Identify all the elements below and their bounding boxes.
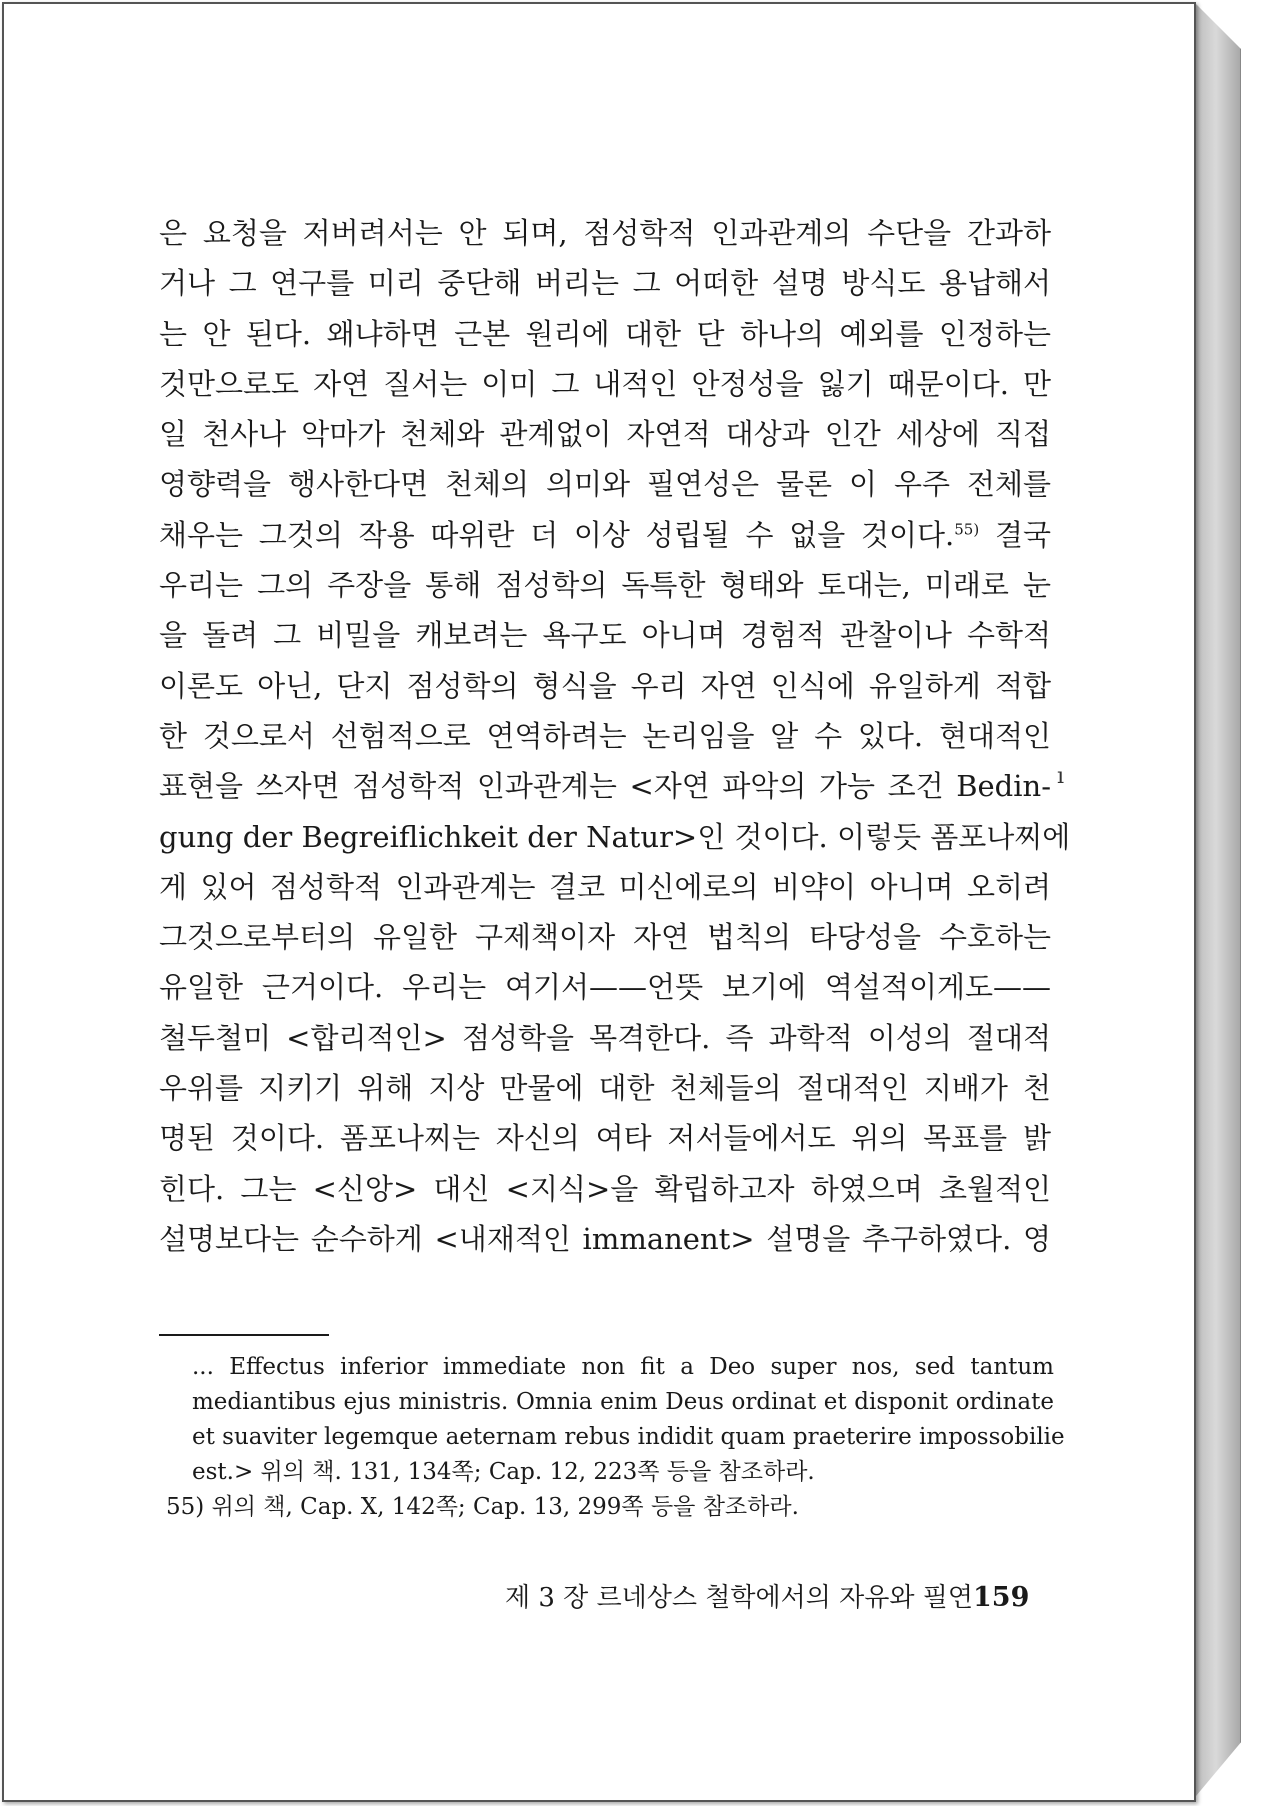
- text-line: 우리는 그의 주장을 통해 점성학의 독특한 형태와 토대는, 미래로 눈: [159, 568, 1051, 603]
- footnotes: [166, 1350, 1065, 1525]
- text-line: 는 안 된다. 왜냐하면 근본 원리에 대한 단 하나의 예외를 인정하는: [159, 316, 1051, 351]
- running-title: 제 3 장 르네상스 철학에서의 자유와 필연: [505, 1583, 973, 1613]
- text-line: gung der Begreiflichkeit der Natur>인 것이다. 이렇듯 폼포나찌에: [159, 819, 1071, 854]
- footnote-text: 위의 책, Cap. X, 142쪽; Cap. 13, 299쪽 등을 참조하라.: [211, 1494, 799, 1520]
- text-line: 게 있어 점성학적 인과관계는 결코 미신에로의 비약이 아니며 오히려: [159, 869, 1051, 904]
- book-page-edge: [1196, 4, 1241, 1796]
- footnote-number: 55): [166, 1494, 205, 1520]
- running-footer: [505, 1578, 1030, 1618]
- text-line: 그것으로부터의 유일한 구제책이자 자연 법칙의 타당성을 수호하는: [159, 920, 1051, 955]
- text-line: 철두철미 <합리적인> 점성학을 목격한다. 즉 과학적 이성의 절대적: [159, 1020, 1051, 1055]
- text-line: 일 천사나 악마가 천체와 관계없이 자연적 대상과 인간 세상에 직접: [159, 417, 1051, 452]
- text-line: 영향력을 행사한다면 천체의 의미와 필연성은 물론 이 우주 전체를: [159, 467, 1051, 502]
- footnote-line: ... Effectus inferior immediate non fit a Deo super nos, sed tantum: [192, 1354, 1054, 1380]
- text-line: 것만으로도 자연 질서는 이미 그 내적인 안정성을 잃기 때문이다. 만: [159, 366, 1051, 401]
- text-line: 설명보다는 순수하게 <내재적인 immanent> 설명을 추구하였다. 영: [159, 1221, 1051, 1256]
- stray-mark: ı: [1057, 764, 1065, 789]
- text-line-with-footnote: [159, 510, 1051, 560]
- page-number: 159: [973, 1582, 1030, 1613]
- text-line: 거나 그 연구를 미리 중단해 버리는 그 어떠한 설명 방식도 용납해서: [159, 266, 1051, 301]
- text-line: 우위를 지키기 위해 지상 만물에 대한 천체들의 절대적인 지배가 천: [159, 1071, 1051, 1106]
- text-segment: 채우는 그것의 작용 따위란 더 이상 성립될 수 없을 것이다.: [159, 517, 955, 552]
- text-line: 한 것으로서 선험적으로 연역하려는 논리임을 알 수 있다. 현대적인: [159, 718, 1051, 753]
- text-line: 힌다. 그는 <신앙> 대신 <지식>을 확립하고자 하였으며 초월적인: [159, 1171, 1051, 1206]
- text-line: 은 요청을 저버려서는 안 되며, 점성학적 인과관계의 수단을 간과하: [159, 216, 1051, 250]
- text-segment: 결국: [979, 517, 1051, 552]
- footnote-55: [166, 1490, 1054, 1525]
- footnote-line: mediantibus ejus ministris. Omnia enim Deus ordinat et disponit ordinate: [192, 1389, 1054, 1415]
- footnote-reference: 55): [954, 520, 980, 539]
- body-text: [159, 208, 1071, 1264]
- text-line: 명된 것이다. 폼포나찌는 자신의 여타 저서들에서도 위의 목표를 밝: [159, 1121, 1051, 1156]
- text-line: 을 돌려 그 비밀을 캐보려는 욕구도 아니며 경험적 관찰이나 수학적: [159, 618, 1051, 653]
- footnote-line: est.> 위의 책. 131, 134쪽; Cap. 12, 223쪽 등을 참조하라.: [192, 1459, 815, 1485]
- text-line: 이론도 아닌, 단지 점성학의 형식을 우리 자연 인식에 유일하게 적합: [159, 668, 1051, 703]
- text-line: 유일한 근거이다. 우리는 여기서——언뜻 보기에 역설적이게도——: [159, 970, 1051, 1005]
- footnote-line: et suaviter legemque aeternam rebus indidit quam praeterire impossobilie: [192, 1424, 1065, 1450]
- footnote-separator: [159, 1334, 329, 1336]
- text-line: 표현을 쓰자면 점성학적 인과관계는 <자연 파악의 가능 조건 Bedin-: [159, 769, 1051, 804]
